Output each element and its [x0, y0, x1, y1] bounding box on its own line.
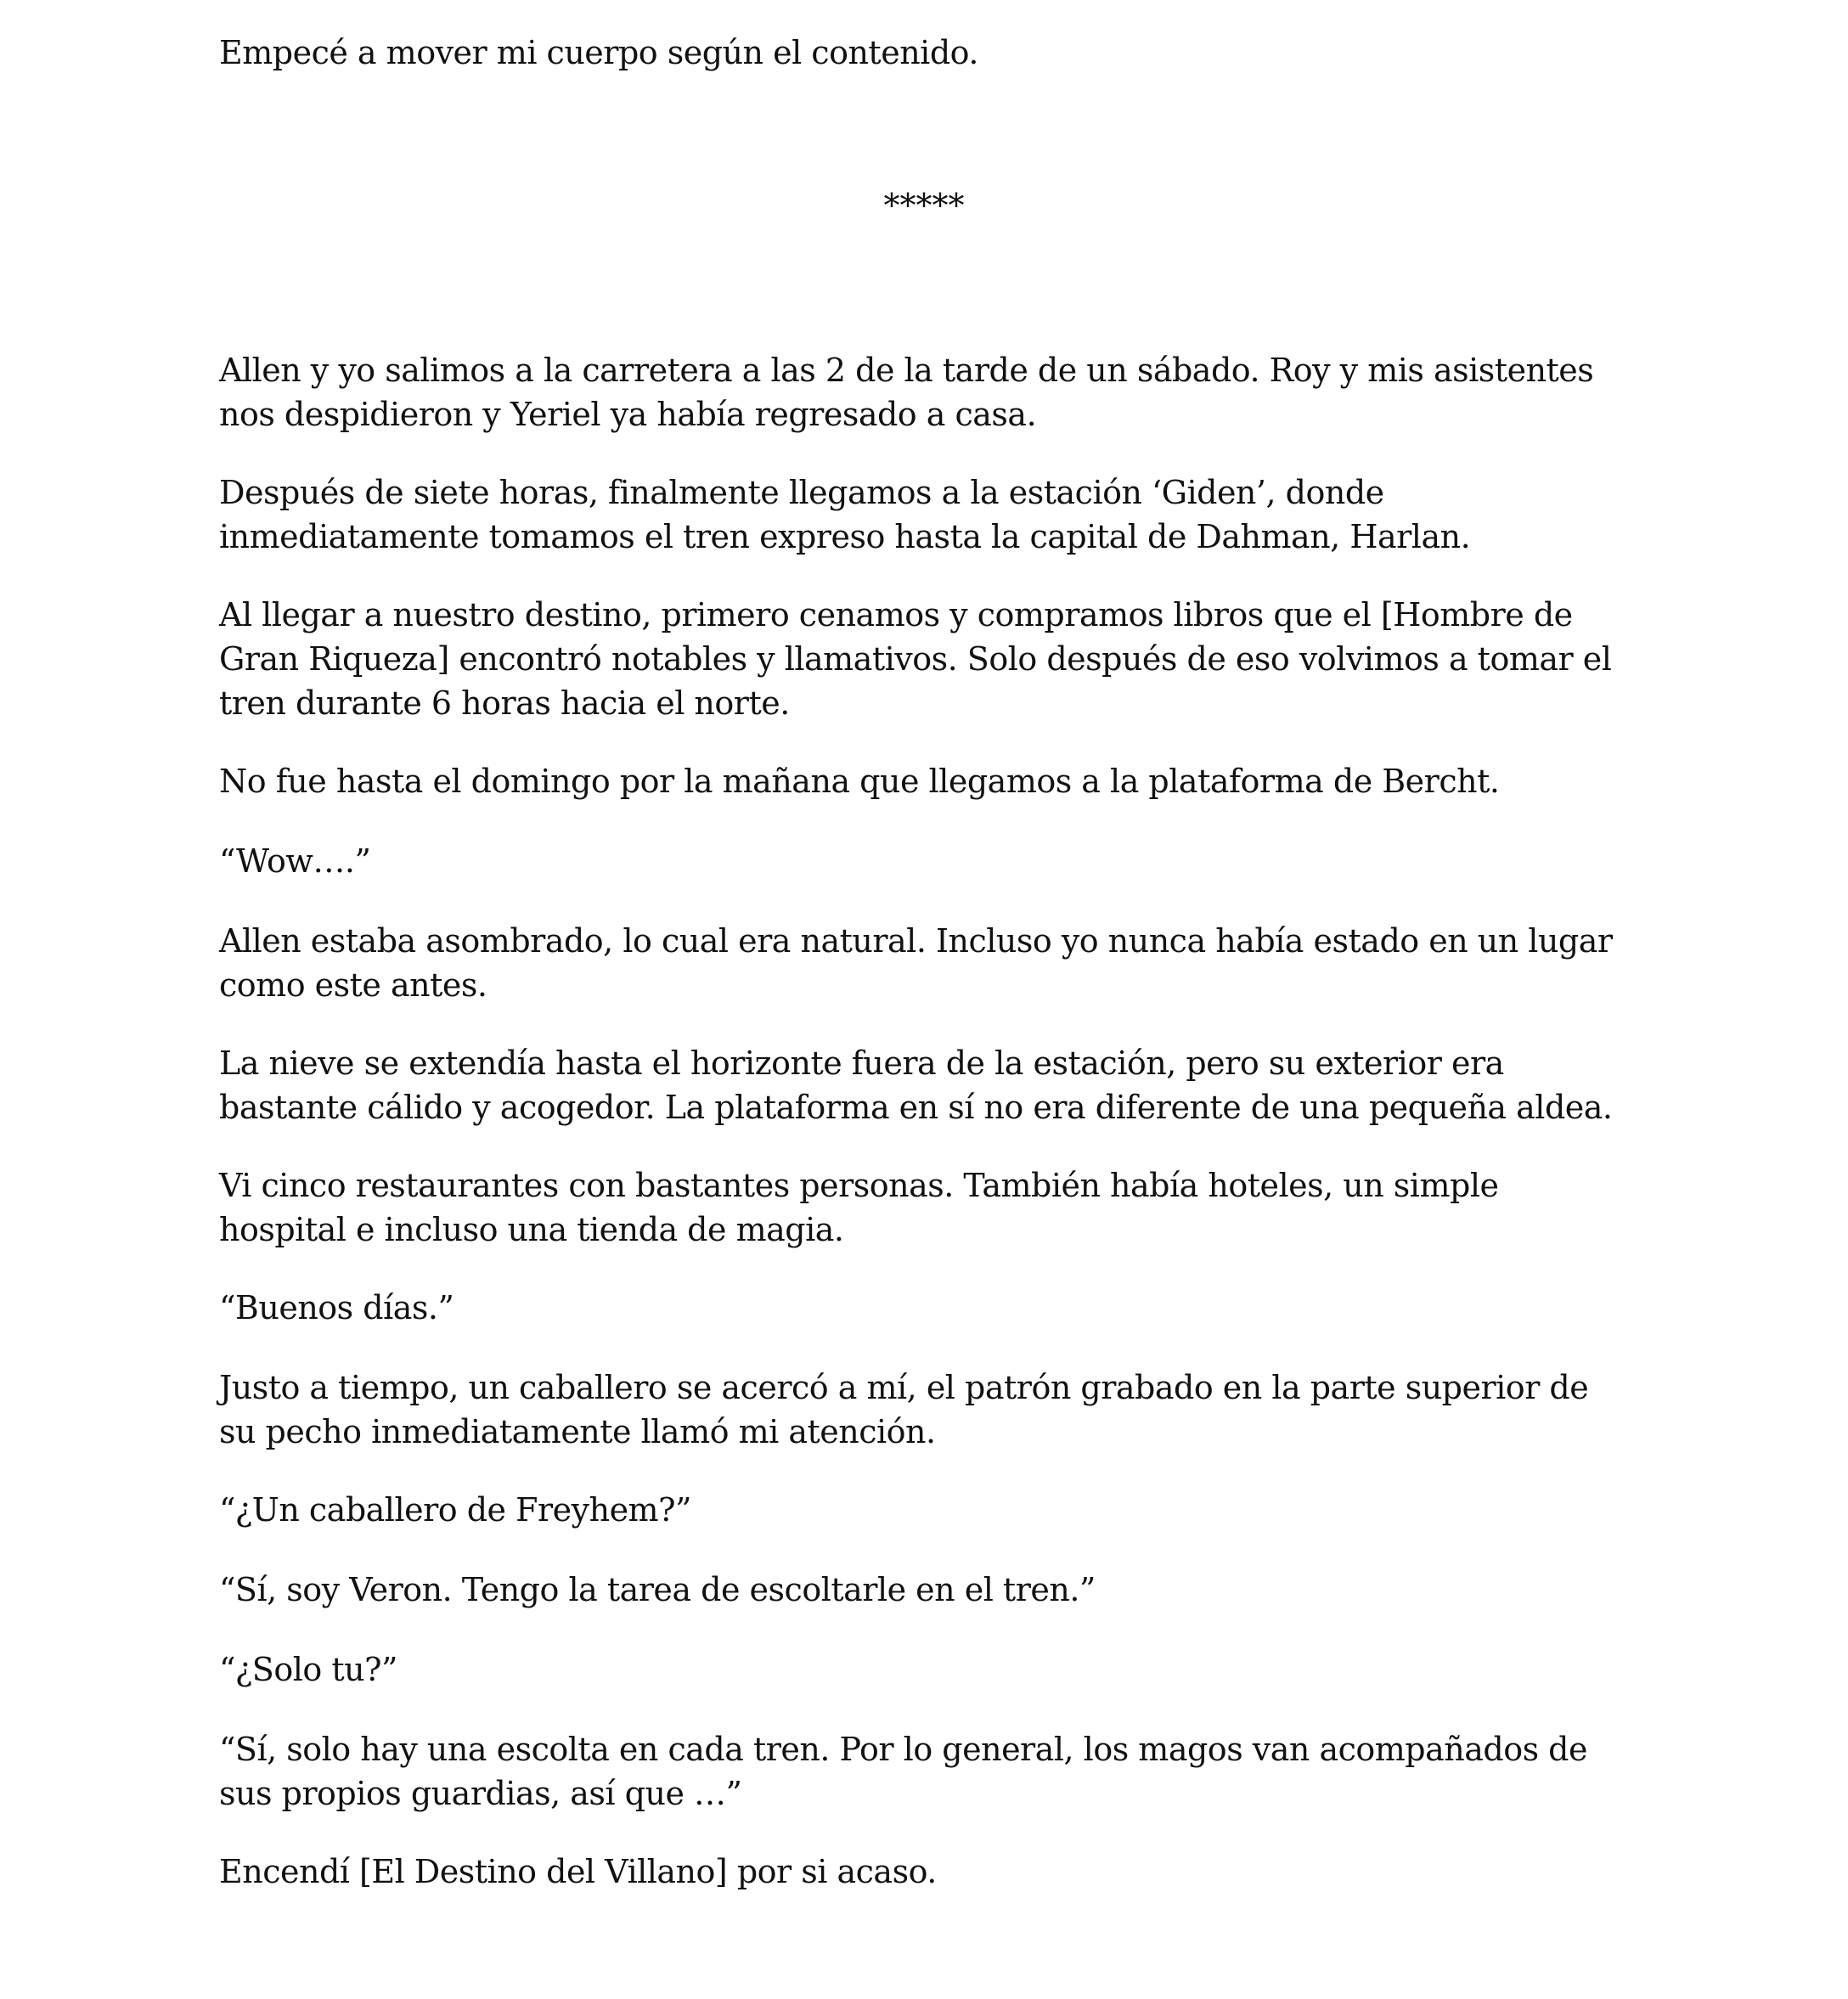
paragraph-3: Después de siete horas, finalmente llegamos a la estación ‘Giden’, donde inmediatamente tomamos el tren expreso hasta la capital de Dahman, Harlan. [219, 474, 1471, 555]
paragraph-1: Empecé a mover mi cuerpo según el contenido. [219, 34, 978, 71]
paragraph-6: “Wow….” [219, 842, 371, 880]
paragraph-12: “¿Un caballero de Freyhem?” [219, 1491, 691, 1529]
paragraph-11: Justo a tiempo, un caballero se acercó a mí, el patrón grabado en la parte superior de su pecho inmediatamente llamó mi atención. [219, 1369, 1589, 1450]
section-separator: ***** [883, 187, 965, 224]
paragraph-2: Allen y yo salimos a la carretera a las 2 de la tarde de un sábado. Roy y mis asistentes nos despidieron y Yeriel ya había regresado a casa. [219, 352, 1594, 433]
paragraph-4: Al llegar a nuestro destino, primero cenamos y compramos libros que el [Hombre de Gran Riqueza] encontró notables y llamativos. Solo después de eso volvimos a tomar el tren durante 6 horas hacia el norte. [219, 596, 1612, 722]
paragraph-8: La nieve se extendía hasta el horizonte fuera de la estación, pero su exterior era bastante cálido y acogedor. La plataforma en sí no era diferente de una pequeña aldea. [219, 1045, 1613, 1126]
paragraph-7: Allen estaba asombrado, lo cual era natural. Incluso yo nunca había estado en un lugar como este antes. [219, 922, 1613, 1004]
paragraph-9: Vi cinco restaurantes con bastantes personas. También había hoteles, un simple hospital e incluso una tienda de magia. [219, 1167, 1499, 1248]
paragraph-13: “Sí, soy Veron. Tengo la tarea de escoltarle en el tren.” [219, 1571, 1096, 1608]
paragraph-10: “Buenos días.” [219, 1289, 454, 1326]
paragraph-5: No fue hasta el domingo por la mañana que llegamos a la plataforma de Bercht. [219, 763, 1500, 800]
paragraph-15: “Sí, solo hay una escolta en cada tren. Por lo general, los magos van acompañados de sus propios guardias, así que …” [219, 1731, 1587, 1812]
paragraph-14: “¿Solo tu?” [219, 1651, 397, 1688]
paragraph-16: Encendí [El Destino del Villano] por si acaso. [219, 1853, 937, 1890]
